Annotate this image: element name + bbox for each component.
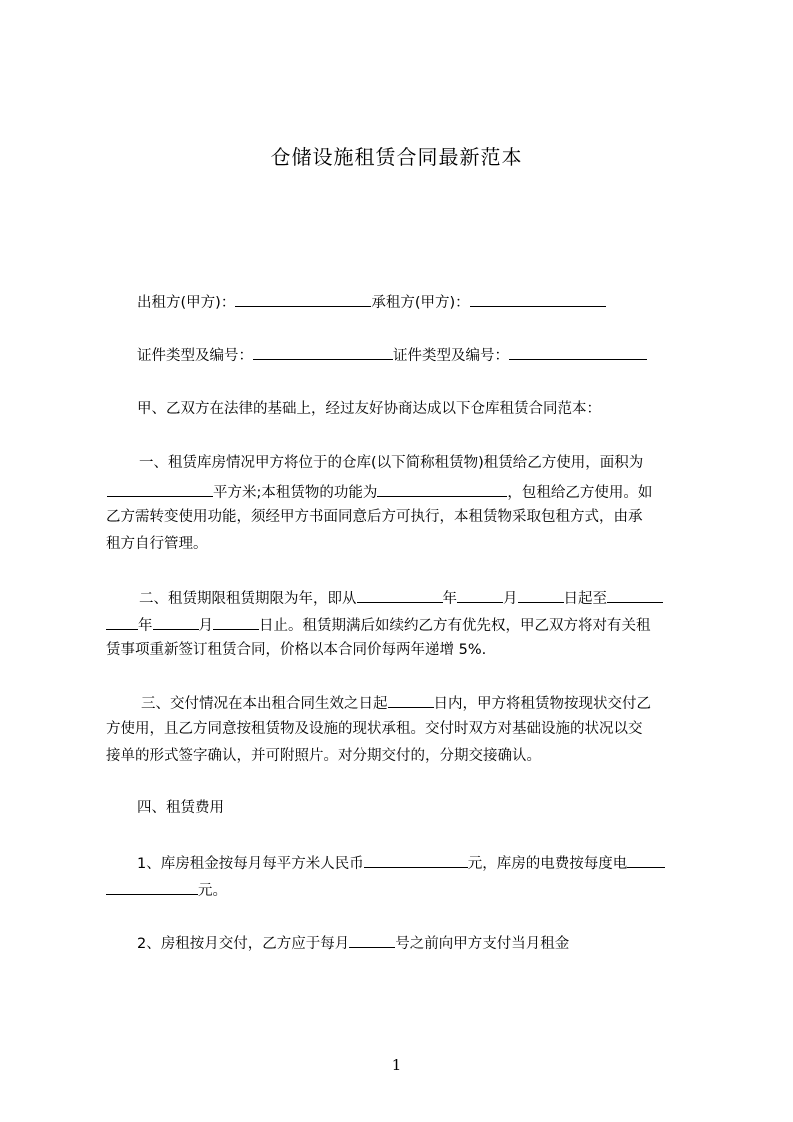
electricity-blank-a (627, 852, 665, 868)
clause3-line3: 接单的形式签字确认，并可附照片。对分期交付的，分期交接确认。 (106, 748, 541, 764)
clause2-line1 (139, 587, 663, 609)
document-title: 仓储设施租赁合同最新范本 (270, 145, 523, 169)
clause4-item2-text-b: 号之前向甲方支付当月租金 (395, 936, 570, 952)
start-month-blank (457, 587, 503, 603)
start-day-blank (518, 587, 564, 603)
end-day-blank (213, 614, 259, 630)
clause2-month-label: 月 (503, 591, 518, 607)
clause2-line2 (106, 614, 651, 636)
end-year-blank-b (106, 614, 138, 630)
clause1-line2 (107, 481, 652, 503)
lessee-label: 承租方(甲方)： (371, 295, 470, 311)
clause4-item1-line2 (106, 879, 227, 901)
clause1-line3: 乙方需转变使用功能，须经甲方书面同意后方可执行，本租赁物采取包租方式，由承 (106, 509, 643, 525)
clause2-end-month-label: 月 (198, 618, 213, 634)
lessor-blank (235, 291, 371, 307)
clause3-line1 (141, 692, 651, 714)
clause4-item2-text-a: 2、房租按月交付，乙方应于每月 (137, 936, 350, 952)
parties-line (137, 291, 606, 313)
clause1-line1: 一、租赁库房情况甲方将位于的仓库(以下简称租赁物)租赁给乙方使用，面积为 (139, 455, 644, 471)
delivery-days-blank (388, 692, 434, 708)
clause4-item1-line1 (137, 852, 665, 874)
id-label-lessor: 证件类型及编号： (137, 348, 253, 364)
clause2-line2-text-c: 日止。租赁期满后如续约乙方有优先权，甲乙双方将对有关租 (259, 618, 651, 634)
clause4-item2 (137, 932, 569, 954)
clause4-item1-text-b: 元，库房的电费按每度电 (467, 856, 628, 872)
end-year-blank-a (607, 587, 663, 603)
clause2-line3: 赁事项重新签订租赁合同，价格以本合同价每两年递增 5%. (106, 642, 487, 658)
function-blank (377, 481, 507, 497)
id-label-lessee: 证件类型及编号： (393, 348, 509, 364)
id-blank-lessor (253, 344, 393, 360)
electricity-blank-b (106, 879, 198, 895)
lessee-blank (470, 291, 606, 307)
clause4-item1-text-c: 元。 (198, 883, 227, 899)
rent-price-blank (364, 852, 468, 868)
clause3-line1-text-b: 日内，甲方将租赁物按现状交付乙 (433, 696, 651, 712)
clause3-line1-text-a: 三、交付情况在本出租合同生效之日起 (141, 696, 388, 712)
page-number: 1 (391, 1056, 402, 1074)
clause1-line2-text-a: 平方米;本租赁物的功能为 (213, 485, 378, 501)
clause2-line1-text-d: 日起至 (563, 591, 607, 607)
clause2-end-year-label: 年 (138, 618, 153, 634)
clause1-line4: 租方自行管理。 (106, 536, 208, 552)
clause3-line2: 方使用，且乙方同意按租赁物及设施的现状承租。交付时双方对基础设施的状况以交 (106, 721, 643, 737)
clause2-year-label: 年 (442, 591, 457, 607)
id-blank-lessee (509, 344, 647, 360)
area-blank (107, 481, 213, 497)
intro-paragraph: 甲、乙双方在法律的基础上，经过友好协商达成以下仓库租赁合同范本： (137, 401, 601, 417)
end-month-blank (153, 614, 199, 630)
lessor-label: 出租方(甲方)： (137, 295, 236, 311)
clause2-line1-text-a: 二、租赁期限租赁期限为年，即从 (139, 591, 357, 607)
clause1-line2-text-b: ，包租给乙方使用。如 (507, 485, 653, 501)
clause4-heading: 四、租赁费用 (137, 800, 224, 816)
payment-day-blank (349, 932, 395, 948)
id-line (137, 344, 647, 366)
start-year-blank (357, 587, 443, 603)
clause4-item1-text-a: 1、库房租金按每月每平方米人民币 (137, 856, 364, 872)
